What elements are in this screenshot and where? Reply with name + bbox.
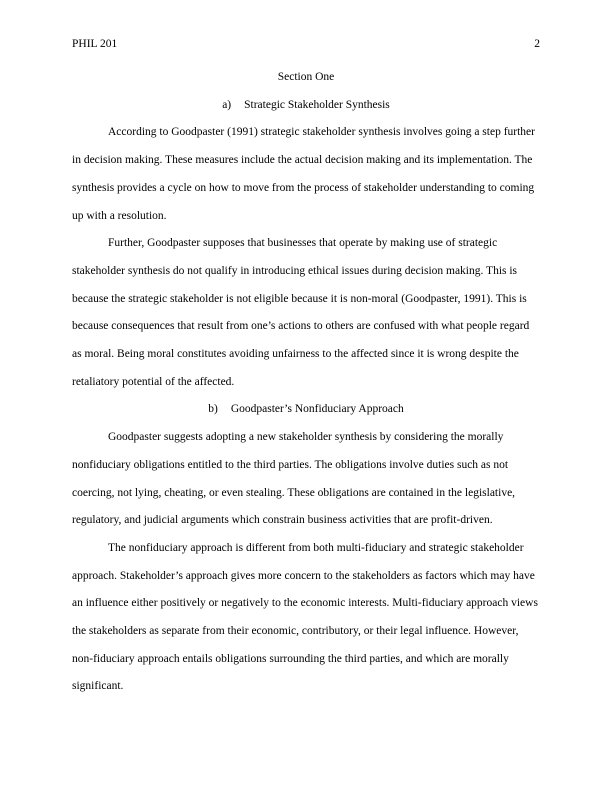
subsection-enum-a: a) [222,98,232,111]
section-title: Section One [277,71,335,83]
subsection-title-b: Goodpaster’s Nonfiduciary Approach [230,403,404,416]
page-header [72,37,540,51]
paragraph: The nonfiduciary approach is different from both multi-fiduciary and strategic stakeholder approach. Stakeholder’s approach gives more concern to the stakeholders as factors which may have an influence either positively or negatively to the economic interests. Multi-fiduciary approach views the stakeholders as separate from their economic, contributory, or their legal influence. However, non-fiduciary approach entails obligations surrounding the third parties, and which are morally significant. [72,541,538,693]
paragraph: Further, Goodpaster supposes that businesses that operate by making use of strategic stakeholder synthesis do not qualify in introducing ethical issues during decision making. This is because the strategic stakeholder is not eligible because it is non-moral (Goodpaster, 1991). This is because consequences that result from one’s actions to others are confused with what people regard as moral. Being moral constitutes avoiding unfairness to the affected since it is wrong despite the retaliatory potential of the affected. [72,237,530,388]
running-head-course: PHIL 201 [72,38,118,50]
subsection-heading-a [72,92,540,120]
paragraph: According to Goodpaster (1991) strategic stakeholder synthesis involves going a step further in decision making. These measures include the actual decision making and its implementation. The synthesis provides a cycle on how to move from the process of stakeholder understanding to coming up with a resolution. [72,126,535,222]
paragraph: Goodpaster suggests adopting a new stakeholder synthesis by considering the morally nonfiduciary obligations entitled to the third parties. The obligations involve duties such as not coercing, not lying, cheating, or even stealing. These obligations are contained in the legislative, regulatory, and judicial arguments which constrain business activities that are profit-driven. [72,431,516,527]
subsection-enum-b: b) [208,403,218,416]
subsection-heading-b [72,396,540,424]
document-body [72,64,540,701]
page-number: 2 [534,38,540,50]
subsection-title-a: Strategic Stakeholder Synthesis [244,98,390,111]
